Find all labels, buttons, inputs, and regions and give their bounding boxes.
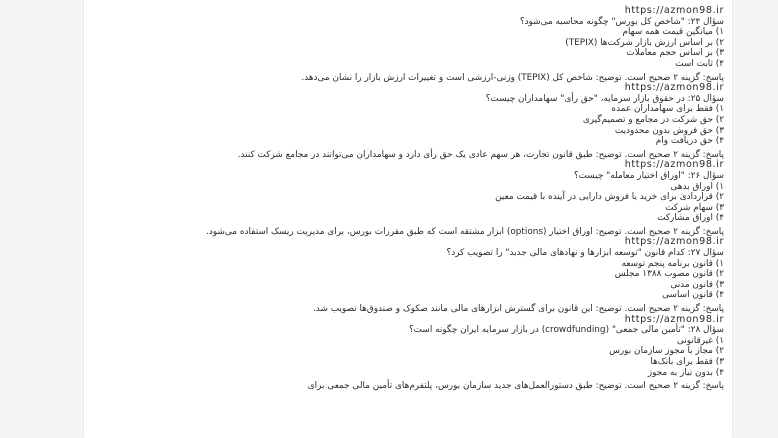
answer-explanation: پاسخ: گزینه ۲ صحیح است. توضیح: اوراق اختیار (options) ابزار مشتقه است که طبق مقررات بورس، برای مدیریت ریسک استفاده می‌شود. <box>206 226 724 237</box>
answer-option: ۴) اوراق مشارکت <box>657 213 724 224</box>
answer-option: ۴) ثابت است <box>675 58 724 69</box>
document-page <box>84 0 732 438</box>
source-link[interactable]: https://azmon98.ir <box>624 82 724 94</box>
answer-option: ۴) قانون اساسی <box>662 290 724 301</box>
question-text: سؤال ۲۸: "تأمین مالی جمعی" (crowdfunding) در بازار سرمایه ایران چگونه است؟ <box>408 325 724 336</box>
answer-option: ۲) مجاز با مجوز سازمان بورس <box>609 346 724 357</box>
answer-option: ۳) بر اساس حجم معاملات <box>626 48 724 59</box>
source-link[interactable]: https://azmon98.ir <box>624 313 724 325</box>
answer-option: ۴) حق دریافت وام <box>655 136 724 147</box>
answer-option: ۳) قانون مدنی <box>670 279 724 290</box>
answer-option: ۳) حق فروش بدون محدودیت <box>614 125 724 136</box>
answer-option: ۱) میانگین قیمت همه سهام <box>622 27 724 38</box>
question-text: سؤال ۲۴: "شاخص کل بورس" چگونه محاسبه می‌شود؟ <box>519 16 724 27</box>
source-link[interactable]: https://azmon98.ir <box>624 236 724 248</box>
answer-option: ۲) حق شرکت در مجامع و تصمیم‌گیری <box>582 114 724 125</box>
source-link[interactable]: https://azmon98.ir <box>624 159 724 171</box>
question-text: سؤال ۲۷: کدام قانون "توسعه ابزارها و نهادهای مالی جدید" را تصویب کرد؟ <box>446 248 724 259</box>
answer-explanation: پاسخ: گزینه ۲ صحیح است. توضیح: طبق قانون تجارت، هر سهم عادی یک حق رأی دارد و سهامداران می‌توانند در مجامع شرکت کنند. <box>237 149 724 160</box>
answer-option: ۴) بدون نیاز به مجوز <box>647 367 724 378</box>
answer-explanation: پاسخ: گزینه ۲ صحیح است. توضیح: این قانون برای گسترش ابزارهای مالی مانند صکوک و صندوق‌ها تصویب شد. <box>312 304 724 315</box>
source-link[interactable]: https://azmon98.ir <box>624 5 724 16</box>
answer-option: ۱) اوراق بدهی <box>670 181 724 192</box>
answer-explanation: پاسخ: گزینه ۲ صحیح است. توضیح: شاخص کل (TEPIX) وزنی-ارزشی است و تغییرات ارزش بازار را نشان می‌دهد. <box>301 72 724 83</box>
question-text: سؤال ۲۶: "اوراق اختیار معامله" چیست؟ <box>573 170 724 181</box>
answer-option: ۲) بر اساس ارزش بازار شرکت‌ها (TEPIX) <box>565 37 724 48</box>
answer-option: ۱) غیرقانونی <box>676 335 724 346</box>
answer-option: ۱) قانون برنامه پنجم توسعه <box>621 258 724 269</box>
question-text: سؤال ۲۵: در حقوق بازار سرمایه، "حق رأی" سهامداران چیست؟ <box>485 93 724 104</box>
answer-option: ۱) فقط برای سهامداران عمده <box>611 104 724 115</box>
answer-option: ۲) قانون مصوب ۱۳۸۸ مجلس <box>614 269 724 280</box>
document-text <box>102 6 724 392</box>
answer-option: ۲) قراردادی برای خرید یا فروش دارایی در آینده با قیمت معین <box>495 192 724 203</box>
answer-option: ۳) سهام شرکت <box>665 202 724 213</box>
answer-explanation: پاسخ: گزینه ۲ صحیح است. توضیح: طبق دستورالعمل‌های جدید سازمان بورس، پلتفرم‌های تأمین مالی جمعی برای <box>307 381 724 392</box>
answer-option: ۳) فقط برای بانک‌ها <box>650 357 724 367</box>
